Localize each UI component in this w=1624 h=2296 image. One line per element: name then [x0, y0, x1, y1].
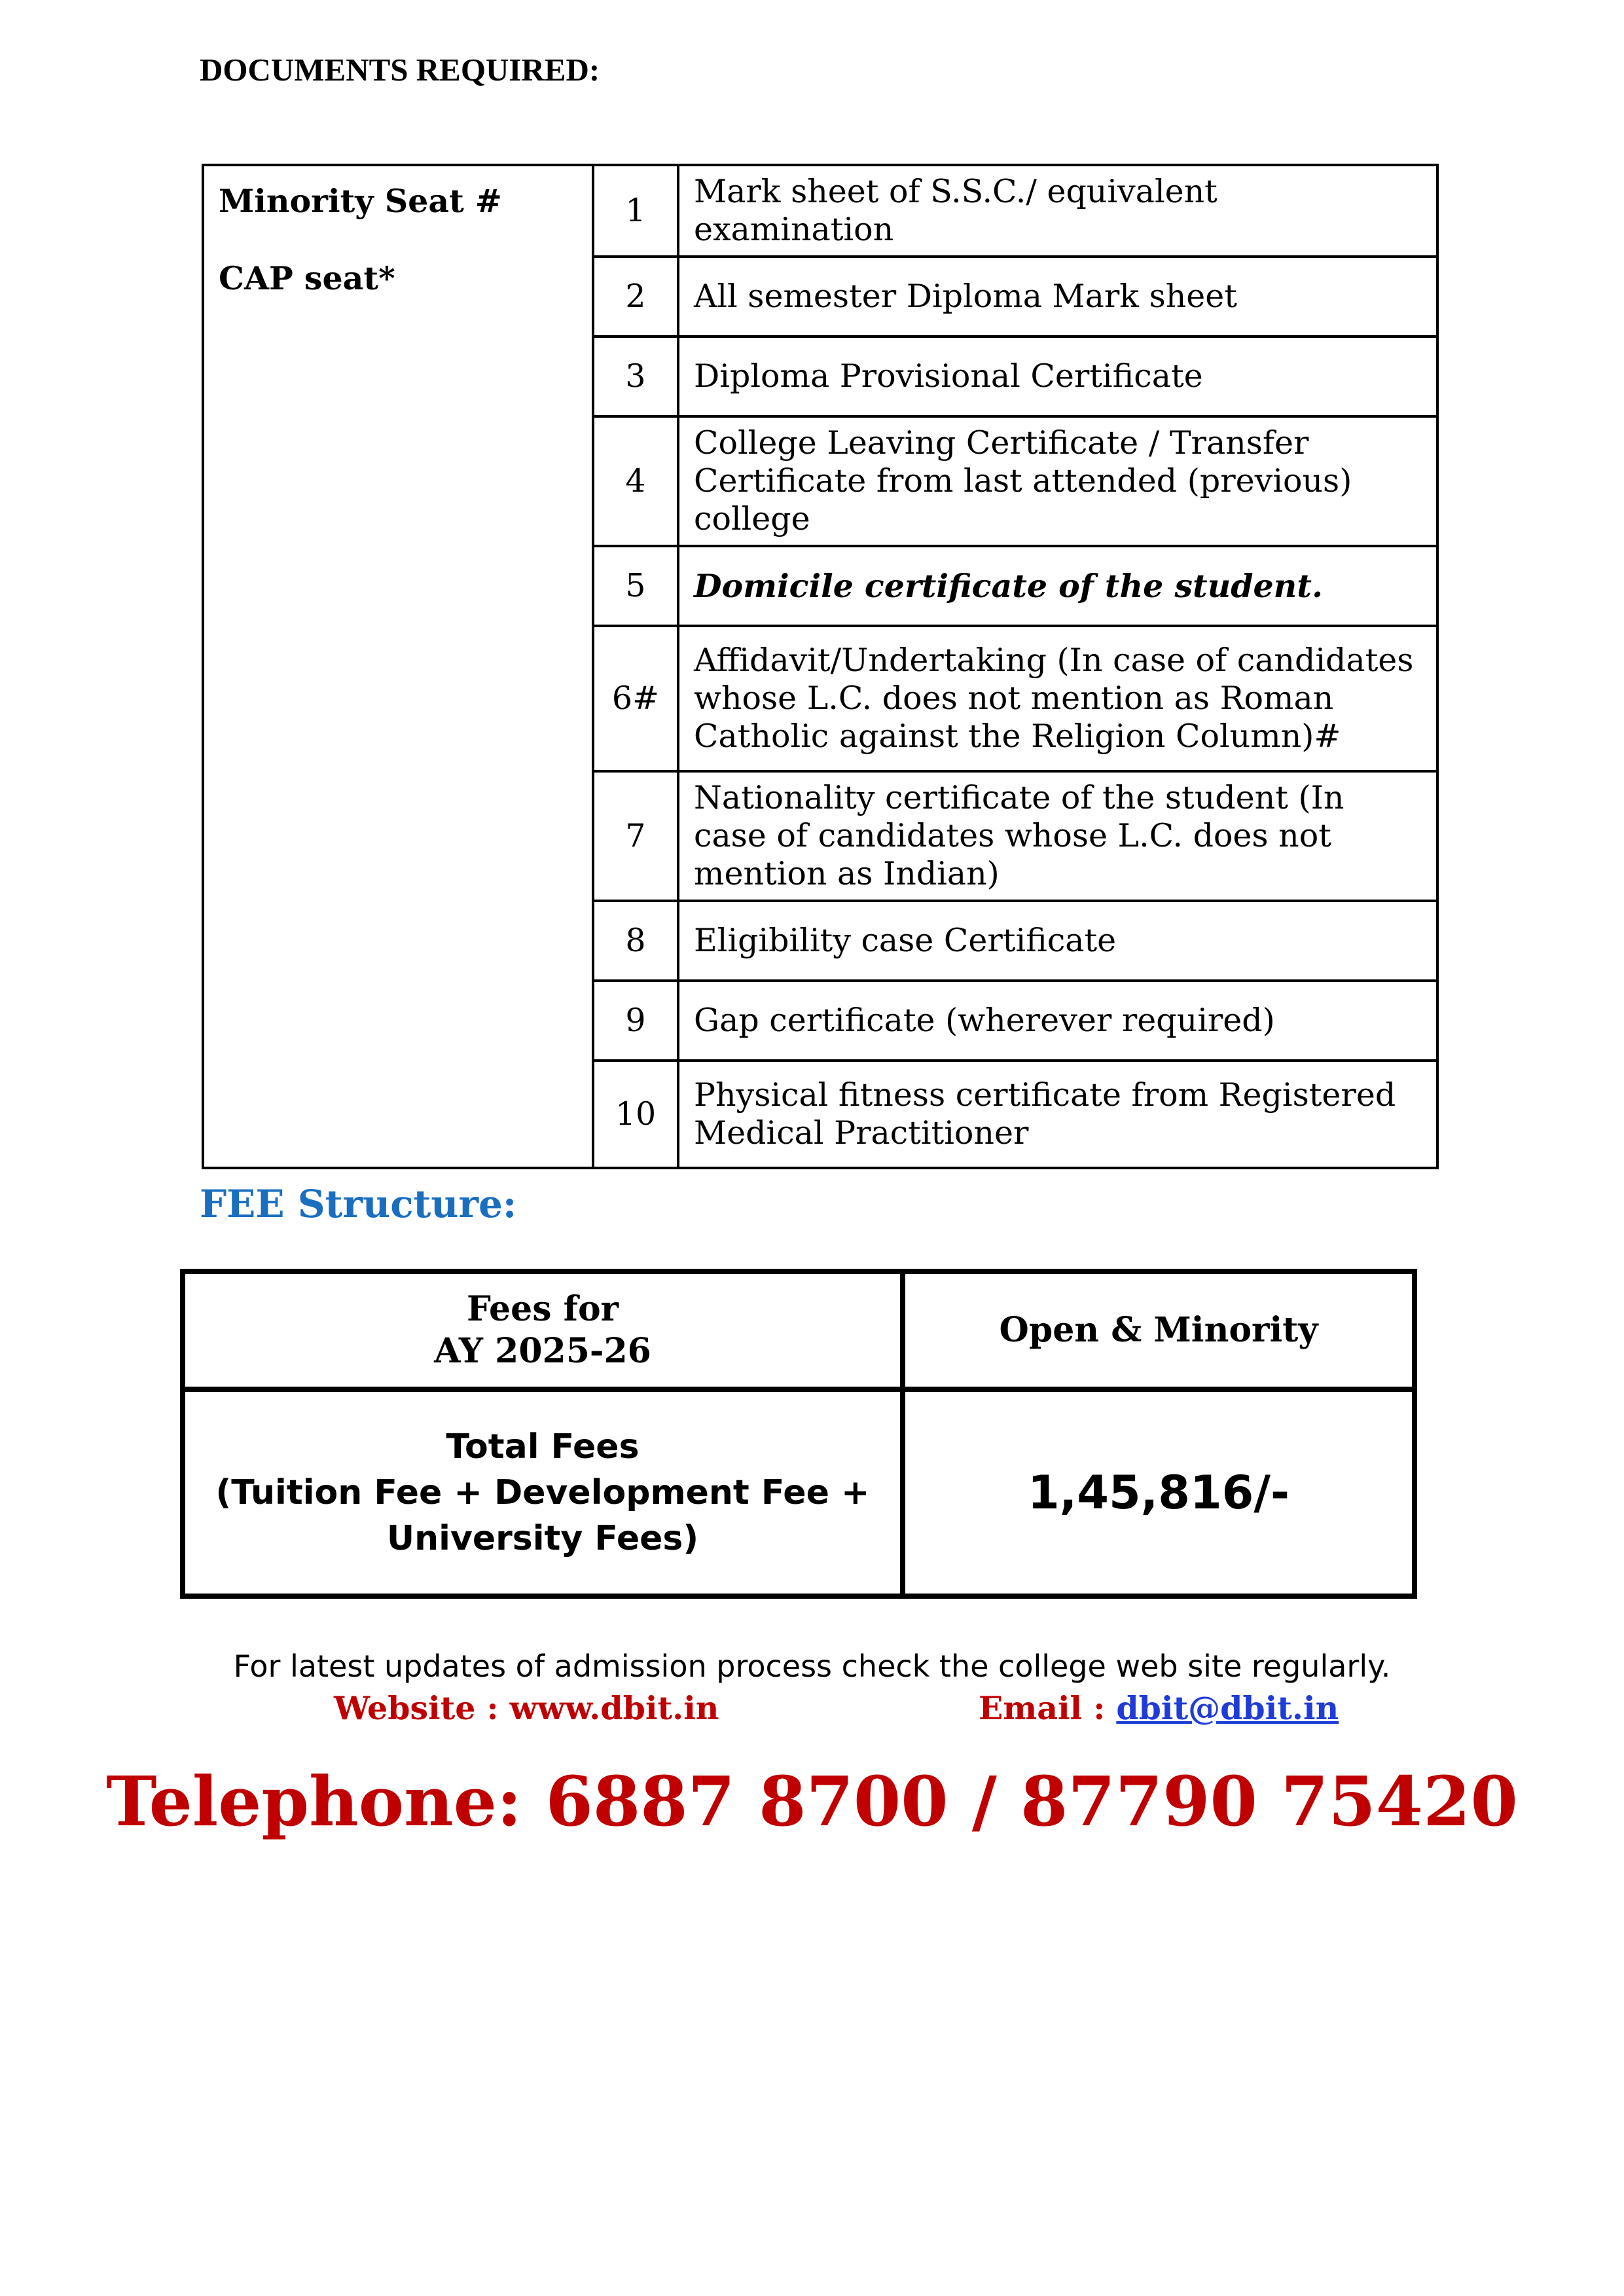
- fee-table: [180, 1269, 1417, 1599]
- doc-description: Physical fitness certificate from Registered Medical Practitioner: [678, 1061, 1437, 1168]
- email-link[interactable]: dbit@dbit.in: [1116, 1689, 1339, 1727]
- doc-description: Nationality certificate of the student (In case of candidates whose L.C. does not mention as Indian): [678, 771, 1437, 901]
- total-fees-breakdown-cont: University Fees): [386, 1519, 699, 1558]
- doc-description: Gap certificate (wherever required): [678, 981, 1437, 1061]
- doc-number: 9: [593, 981, 678, 1061]
- academic-year-label: AY 2025-26: [434, 1331, 651, 1371]
- doc-number: 8: [593, 901, 678, 981]
- doc-number: 10: [593, 1061, 678, 1168]
- table-row: [203, 165, 1437, 257]
- total-fees-title: Total Fees: [446, 1427, 640, 1467]
- fees-for-header: [183, 1271, 903, 1389]
- doc-description: Affidavit/Undertaking (In case of candidates whose L.C. does not mention as Roman Catholic against the Religion Column)#: [678, 626, 1437, 771]
- doc-number: 7: [593, 771, 678, 901]
- doc-number: 2: [593, 257, 678, 337]
- doc-number: 4: [593, 416, 678, 546]
- total-fees-label: [183, 1389, 903, 1596]
- website-info: Website : www.dbit.in: [334, 1689, 719, 1727]
- doc-description: Diploma Provisional Certificate: [678, 337, 1437, 416]
- doc-description: College Leaving Certificate / Transfer Certificate from last attended (previous) college: [678, 416, 1437, 546]
- doc-description: Mark sheet of S.S.C./ equivalent examination: [678, 165, 1437, 257]
- seat-category-cell: [203, 165, 593, 1168]
- email-label: Email :: [979, 1689, 1117, 1727]
- doc-description: Domicile certificate of the student.: [678, 546, 1437, 626]
- email-info: [979, 1689, 1339, 1727]
- total-fees-value: 1,45,816/-: [903, 1389, 1415, 1596]
- cap-seat-label: CAP seat*: [219, 259, 395, 297]
- fees-for-label: Fees for: [466, 1289, 619, 1329]
- fee-total-row: [183, 1389, 1415, 1596]
- doc-number: 6#: [593, 626, 678, 771]
- documents-table: [202, 164, 1439, 1169]
- minority-seat-label: Minority Seat #: [219, 182, 502, 220]
- updates-note: For latest updates of admission process check the college web site regularly.: [233, 1649, 1391, 1684]
- doc-number: 3: [593, 337, 678, 416]
- doc-description: All semester Diploma Mark sheet: [678, 257, 1437, 337]
- doc-number: 5: [593, 546, 678, 626]
- doc-description: Eligibility case Certificate: [678, 901, 1437, 981]
- documents-heading: DOCUMENTS REQUIRED:: [200, 52, 600, 88]
- category-header: Open & Minority: [903, 1271, 1415, 1389]
- total-fees-breakdown: (Tuition Fee + Development Fee +: [215, 1473, 870, 1512]
- doc-number: 1: [593, 165, 678, 257]
- telephone-info: Telephone: 6887 8700 / 87790 75420: [106, 1761, 1518, 1842]
- fee-header-row: [183, 1271, 1415, 1389]
- fee-structure-heading: FEE Structure:: [200, 1182, 517, 1226]
